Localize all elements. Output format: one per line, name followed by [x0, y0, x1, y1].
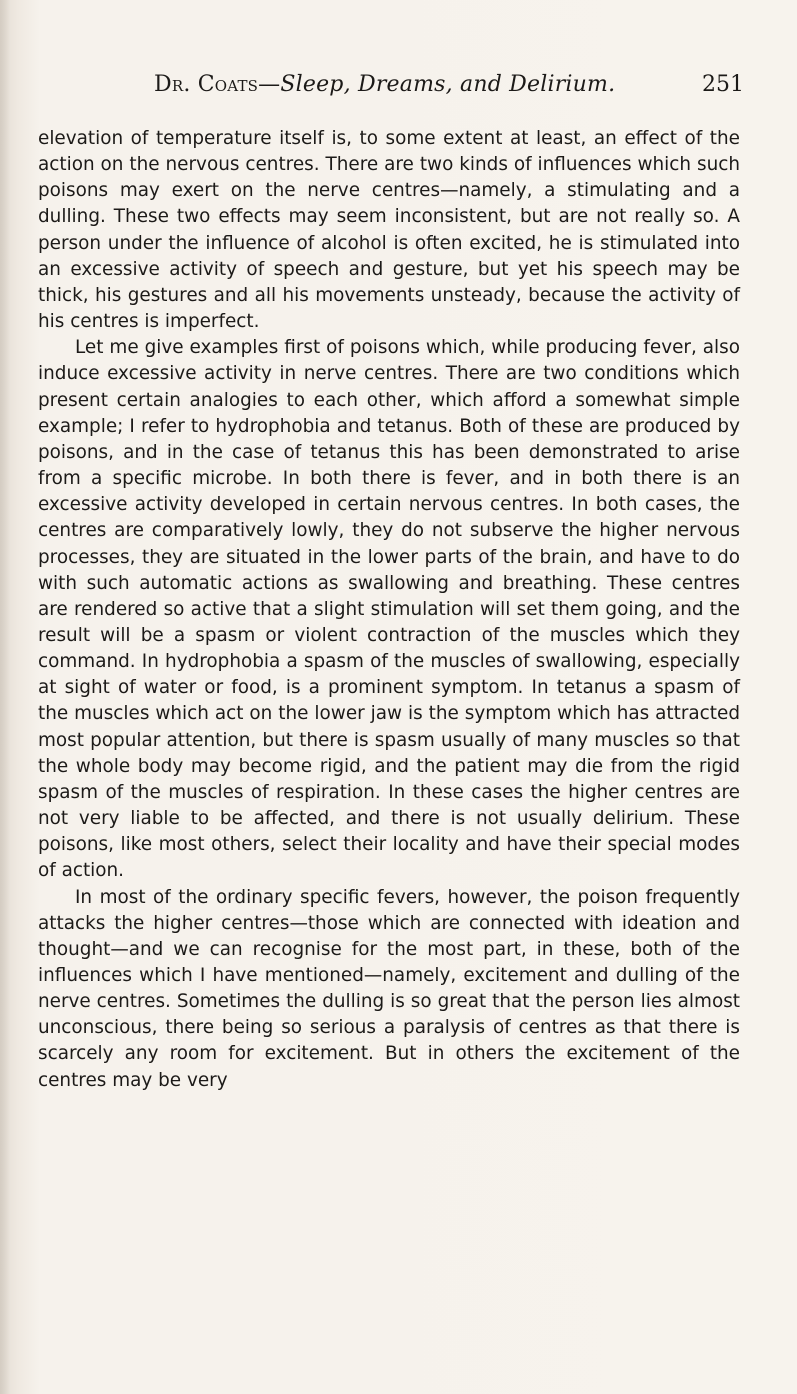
page-number: 251 [702, 72, 744, 97]
running-head [154, 72, 615, 97]
body-text [38, 126, 740, 1094]
paragraph-3: In most of the ordinary specific fevers, however, the poison frequently attacks the higher centres—those which are connected with ideation and thought—and we can recognise for the most part, in these, both of the influences which I have mentioned—namely, excitement and dulling of the nerve centres. Sometimes the dulling is so great that the person lies almost unconscious, there being so serious a paralysis of centres as that there is scarcely any room for excitement. But in others the excitement of the centres may be very [38, 886, 740, 1091]
running-head-dash: — [258, 72, 281, 97]
paragraph-1: elevation of temperature itself is, to some extent at least, an effect of the action on the nervous centres. There are two kinds of influences which such poisons may exert on the nerve centres—namely, a stimulating and a dulling. These two effects may seem inconsistent, but are not really so. A person under the influence of alcohol is often excited, he is stimulated into an excessive activity of speech and gesture, but yet his speech may be thick, his gestures and all his movements unsteady, because the activity of his centres is imperfect. [38, 128, 740, 333]
page-header [154, 72, 744, 112]
paragraph-2: Let me give examples first of poisons which, while producing fever, also induce excessive activity in nerve centres. There are two conditions which present certain analogies to each other, which afford a somewhat simple example; I refer to hydrophobia and tetanus. Both of these are produced by poisons, and in the case of tetanus this has been demonstrated to arise from a specific microbe. In both there is fever, and in both there is an excessive activity developed in certain nervous centres. In both cases, the centres are comparatively lowly, they do not subserve the higher nervous processes, they are situated in the lower parts of the brain, and have to do with such automatic actions as swallowing and breathing. These centres are rendered so active that a slight stimulation will set them going, and the result will be a spasm or violent contraction of the muscles which they command. In hydrophobia a spasm of the muscles of swallowing, especially at sight of water or food, is a prominent symptom. In tetanus a spasm of the muscles which act on the lower jaw is the symptom which has attracted most popular attention, but there is spasm usually of many muscles so that the whole body may become rigid, and the patient may die from the rigid spasm of the muscles of respiration. In these cases the higher centres are not very liable to be affected, and there is not usually delirium. These poisons, like most others, select their locality and have their special modes of action. [38, 337, 740, 882]
running-head-title: Sleep, Dreams, and Delirium. [280, 72, 616, 97]
page-gutter-shadow [0, 0, 10, 1394]
running-head-author: Dr. Coats [154, 72, 259, 97]
